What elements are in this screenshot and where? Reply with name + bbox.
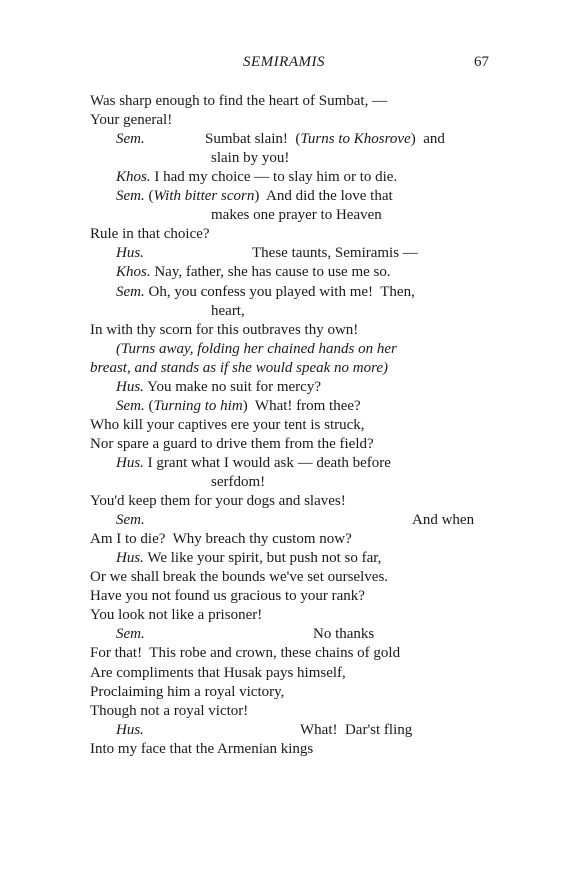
text-line — [0, 664, 568, 683]
text-run: I had my choice — to slay him or to die. — [150, 169, 398, 186]
text-line — [0, 92, 568, 111]
line-run — [252, 244, 418, 263]
italic-text: Sem. — [116, 131, 145, 148]
text-line — [0, 321, 568, 340]
line-run — [90, 664, 346, 683]
text-line — [0, 721, 568, 740]
text-line — [0, 302, 568, 321]
text-line — [0, 397, 568, 416]
text-line — [0, 206, 568, 225]
text-run: No thanks — [313, 626, 375, 643]
italic-text: Hus. — [116, 721, 144, 738]
text-line — [0, 644, 568, 663]
italic-text: Khos. — [116, 169, 151, 186]
text-line — [0, 225, 568, 244]
text-line — [0, 606, 568, 625]
text-run: We like your spirit, but push not so far, — [143, 550, 382, 567]
text-line — [0, 283, 568, 302]
text-line — [0, 359, 568, 378]
italic-text: breast, and stands as if she would speak no more) — [90, 359, 389, 376]
text-line — [0, 549, 568, 568]
text-line — [0, 263, 568, 282]
text-run: ) and — [410, 131, 445, 148]
text-run: Am I to die? Why breach thy custom now? — [90, 531, 352, 548]
italic-text: Sem. — [116, 397, 145, 414]
text-run: Nor spare a guard to drive them from the field? — [90, 435, 374, 452]
line-run — [90, 530, 352, 549]
line-run — [90, 644, 400, 663]
line-run — [90, 587, 365, 606]
line-run — [90, 568, 388, 587]
text-line — [0, 511, 568, 530]
italic-text: Sem. — [116, 283, 145, 300]
text-run: Into my face that the Armenian kings — [90, 740, 314, 757]
text-run: makes one prayer to Heaven — [211, 207, 382, 224]
text-run: slain by you! — [211, 150, 290, 167]
line-run — [90, 740, 313, 759]
text-line — [0, 111, 568, 130]
line-run — [211, 473, 265, 492]
text-run: Nay, father, she has cause to use me so. — [150, 264, 391, 281]
text-run: What! Dar'st fling — [300, 721, 413, 738]
italic-text: Turns to Khosrove — [300, 131, 411, 148]
page-number: 67 — [474, 54, 489, 70]
text-run: ) And did the love that — [254, 188, 393, 205]
text-line — [0, 702, 568, 721]
italic-text: Hus. — [116, 550, 144, 567]
text-line — [0, 492, 568, 511]
text-line — [0, 454, 568, 473]
line-run — [116, 454, 391, 473]
text-run: serfdom! — [211, 474, 266, 490]
text-line — [0, 568, 568, 587]
line-run — [116, 244, 144, 263]
line-run — [116, 721, 144, 740]
line-run — [116, 130, 145, 149]
italic-text: Khos. — [116, 264, 151, 281]
line-run — [116, 187, 393, 206]
text-line — [0, 149, 568, 168]
text-line — [0, 378, 568, 397]
text-run: These taunts, Semiramis — — [252, 245, 418, 262]
italic-text: Hus. — [116, 245, 144, 262]
line-run — [90, 492, 346, 511]
text-line — [0, 168, 568, 187]
line-run — [90, 606, 262, 625]
line-run — [90, 225, 210, 244]
line-run — [90, 92, 387, 111]
text-run: And when — [412, 512, 475, 529]
text-line — [0, 587, 568, 606]
text-line — [0, 740, 568, 759]
italic-text: ( — [116, 340, 121, 357]
line-run — [211, 206, 382, 225]
italic-text: Hus. — [116, 378, 144, 395]
text-run: In with thy scorn for this outbraves thy own! — [90, 321, 359, 338]
text-run: Are compliments that Husak pays himself, — [90, 664, 346, 681]
line-run — [116, 397, 361, 416]
italic-text: Hus. — [116, 454, 144, 471]
text-run: For that! This robe and crown, these chains of gold — [90, 645, 401, 662]
text-run: Rule in that choice? — [90, 226, 210, 243]
line-run — [90, 111, 172, 130]
line-run — [116, 511, 145, 530]
italic-text: Sem. — [116, 512, 145, 529]
text-run: I grant what I would ask — death before — [143, 454, 391, 471]
line-run — [116, 625, 145, 644]
text-line — [0, 130, 568, 149]
text-line — [0, 340, 568, 359]
text-run: ( — [144, 397, 154, 414]
text-line — [0, 187, 568, 206]
text-line — [0, 625, 568, 644]
text-run: Have you not found us gracious to your rank? — [90, 588, 365, 605]
line-run — [116, 168, 397, 187]
text-line — [0, 244, 568, 263]
italic-text: Turning to him — [153, 397, 243, 414]
italic-text: Sem. — [116, 626, 145, 643]
line-run — [90, 416, 365, 435]
text-run: Was sharp enough to find the heart of Sumbat, — — [90, 93, 388, 109]
text-run: ( — [144, 188, 154, 205]
text-line — [0, 473, 568, 492]
text-line — [0, 683, 568, 702]
italic-text: Turns away, folding her chained hands on her — [121, 340, 397, 357]
text-run: heart, — [211, 302, 245, 319]
text-line — [0, 530, 568, 549]
text-line — [0, 435, 568, 454]
text-run: You make no suit for mercy? — [143, 378, 321, 395]
line-run — [90, 702, 248, 721]
text-run: Or we shall break the bounds we've set ourselves. — [90, 569, 389, 586]
text-run: Sumbat slain! ( — [205, 131, 301, 148]
line-run — [116, 549, 381, 568]
text-run: ) What! from thee? — [242, 397, 361, 414]
text-run: Proclaiming him a royal victory, — [90, 683, 285, 700]
text-run: Who kill your captives ere your tent is struck, — [90, 416, 365, 433]
line-run — [116, 378, 321, 397]
text-run: Oh, you confess you played with me! Then, — [144, 283, 415, 300]
line-run — [211, 149, 289, 168]
text-run: You'd keep them for your dogs and slaves! — [90, 493, 346, 510]
line-run — [300, 721, 412, 740]
line-run — [205, 130, 445, 149]
text-run: Your general! — [90, 112, 173, 129]
italic-text: Sem. — [116, 188, 145, 205]
text-run: Though not a royal victor! — [90, 702, 249, 719]
line-run — [211, 302, 245, 321]
italic-text: With bitter scorn — [153, 188, 255, 205]
running-header-title: SEMIRAMIS — [243, 54, 325, 70]
line-run — [116, 340, 397, 359]
line-run — [412, 511, 474, 530]
text-run: You look not like a prisoner! — [90, 607, 263, 624]
line-run — [90, 435, 374, 454]
line-run — [116, 263, 391, 282]
line-run — [313, 625, 374, 644]
line-run — [90, 321, 358, 340]
line-run — [116, 283, 415, 302]
line-run — [90, 683, 284, 702]
text-line — [0, 416, 568, 435]
line-run — [90, 359, 388, 378]
